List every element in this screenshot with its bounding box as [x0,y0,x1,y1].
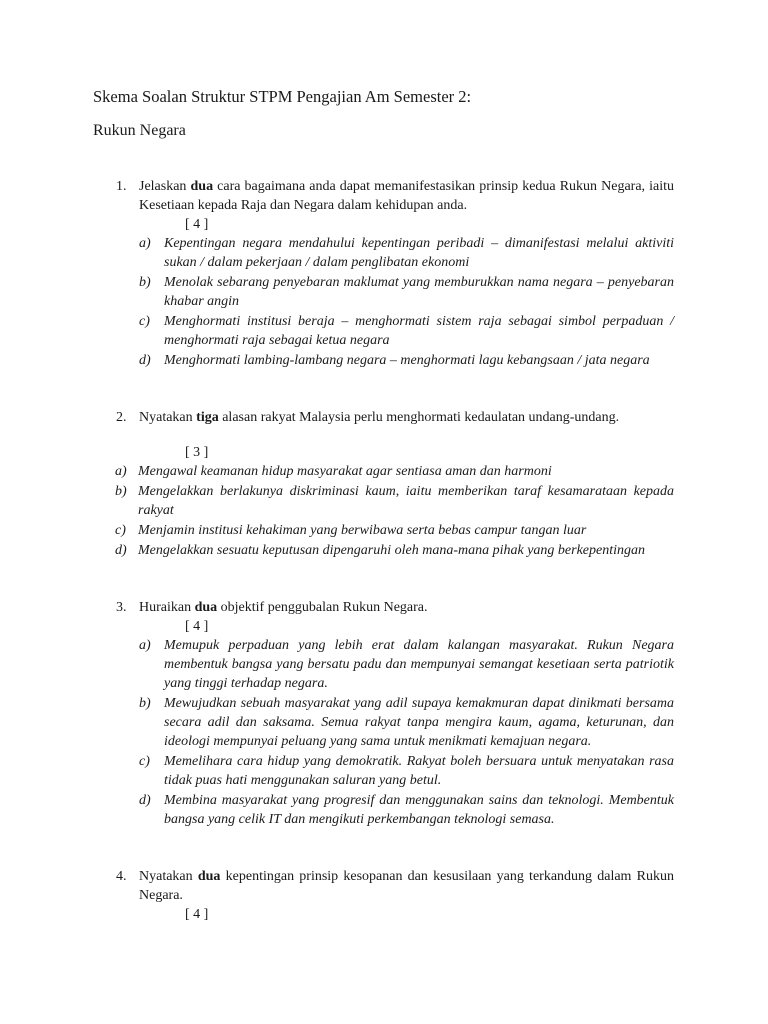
question-number: 4. [116,869,127,884]
answer-item: d) Mengelakkan sesuatu keputusan dipengaruhi oleh mana-mana pihak yang berkepentingan [115,543,646,558]
answer-item: b) Mengelakkan berlakunya diskriminasi kaum, iaitu memberikan taraf kesamarataan kepada rakyat [115,484,674,518]
question-1 [116,177,674,371]
question-4 [116,867,674,924]
question-marks: [ 3 ] [185,445,209,460]
question-emphasis: dua [194,600,218,615]
answer-item: b) Mewujudkan sebuah masyarakat yang adil supaya kemakmuran dapat dinikmati bersama secara adil dan saksama. Semua rakyat tanpa mengira kaum, agama, keturunan, dan ideologi mempunyai peluang yang sama untuk menikmati kemajuan negara. [139,696,674,749]
answer-item: d) Membina masyarakat yang progresif dan menggunakan sains dan teknologi. Membentuk bangsa yang celik IT dan mengikuti perkembangan teknologi semasa. [139,793,674,827]
question-text: Jelaskan dua cara bagaimana anda dapat memanifestasikan prinsip kedua Rukun Negara, iaitu Kesetiaan kepada Raja dan Negara dalam kehidupan anda. [139,179,674,213]
answer-list [115,462,674,560]
question-text: Nyatakan dua kepentingan prinsip kesopanan dan kesusilaan yang terkandung dalam Rukun Negara. [139,869,674,903]
question-marks: [ 4 ] [185,907,209,922]
answer-item: c) Menghormati institusi beraja – menghormati sistem raja sebagai simbol perpaduan / menghormati raja sebagai ketua negara [139,314,674,348]
question-marks: [ 4 ] [185,217,209,232]
document-subtitle: Rukun Negara [93,122,186,139]
question-text: Nyatakan tiga alasan rakyat Malaysia perlu menghormati kedaulatan undang-undang. [139,410,620,425]
question-emphasis: dua [197,869,221,884]
answer-list [116,636,674,829]
question-number: 2. [116,410,127,425]
answer-item: c) Memelihara cara hidup yang demokratik. Rakyat boleh bersuara untuk menyatakan rasa tidak puas hati menggunakan saluran yang betul. [139,754,674,788]
answer-list [116,234,674,370]
answer-item: b) Menolak sebarang penyebaran maklumat yang memburukkan nama negara – penyebaran khabar angin [139,275,674,309]
answer-item: c) Menjamin institusi kehakiman yang berwibawa serta bebas campur tangan luar [115,523,587,538]
question-number: 3. [116,600,127,615]
question-emphasis: dua [190,179,214,194]
question-emphasis: tiga [196,410,219,425]
answer-item: a) Kepentingan negara mendahului kepentingan peribadi – dimanifestasi melalui aktiviti sukan / dalam pekerjaan / dalam penglibatan ekonomi [139,236,674,270]
question-2 [116,408,674,561]
question-3 [116,598,674,830]
answer-item: a) Memupuk perpaduan yang lebih erat dalam kalangan masyarakat. Rukun Negara membentuk bangsa yang bersatu padu dan mempunyai semangat kesetiaan serta patriotik yang tinggi terhadap negara. [139,638,674,691]
document-title: Skema Soalan Struktur STPM Pengajian Am Semester 2: [93,87,472,106]
question-text: Huraikan dua objektif penggubalan Rukun Negara. [139,600,428,615]
answer-item: d) Menghormati lambing-lambang negara – menghormati lagu kebangsaan / jata negara [139,353,650,368]
answer-item: a) Mengawal keamanan hidup masyarakat agar sentiasa aman dan harmoni [115,464,552,479]
question-number: 1. [116,179,127,194]
question-marks: [ 4 ] [185,619,209,634]
